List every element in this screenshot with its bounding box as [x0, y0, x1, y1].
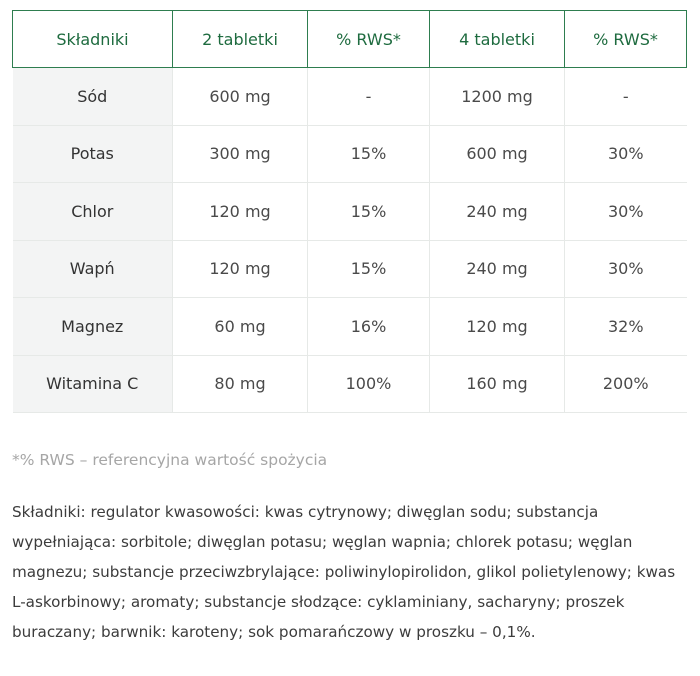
- cell-rws-2: 15%: [308, 183, 430, 241]
- cell-4-tablets: 120 mg: [430, 298, 565, 356]
- cell-2-tablets: 80 mg: [173, 355, 308, 413]
- cell-rws-4: -: [565, 68, 687, 126]
- cell-2-tablets: 600 mg: [173, 68, 308, 126]
- row-label: Witamina C: [13, 355, 173, 413]
- cell-4-tablets: 240 mg: [430, 183, 565, 241]
- cell-rws-2: 15%: [308, 240, 430, 298]
- cell-4-tablets: 160 mg: [430, 355, 565, 413]
- cell-rws-4: 30%: [565, 183, 687, 241]
- cell-2-tablets: 120 mg: [173, 183, 308, 241]
- cell-rws-2: 16%: [308, 298, 430, 356]
- cell-rws-4: 200%: [565, 355, 687, 413]
- cell-4-tablets: 600 mg: [430, 125, 565, 183]
- table-row: [13, 298, 687, 356]
- row-label: Wapń: [13, 240, 173, 298]
- cell-rws-4: 32%: [565, 298, 687, 356]
- header-rws-4: % RWS*: [565, 11, 687, 68]
- row-label: Sód: [13, 68, 173, 126]
- cell-rws-2: 100%: [308, 355, 430, 413]
- table-header-row: [13, 11, 687, 68]
- header-ingredients: Składniki: [13, 11, 173, 68]
- row-label: Chlor: [13, 183, 173, 241]
- cell-rws-2: 15%: [308, 125, 430, 183]
- header-rws-2: % RWS*: [308, 11, 430, 68]
- cell-rws-4: 30%: [565, 240, 687, 298]
- table-row: [13, 240, 687, 298]
- header-2-tablets: 2 tabletki: [173, 11, 308, 68]
- cell-4-tablets: 1200 mg: [430, 68, 565, 126]
- nutrition-table: [12, 10, 687, 413]
- row-label: Potas: [13, 125, 173, 183]
- cell-2-tablets: 60 mg: [173, 298, 308, 356]
- rws-footnote: *% RWS – referencyjna wartość spożycia: [12, 451, 328, 469]
- table-row: [13, 68, 687, 126]
- table-row: [13, 183, 687, 241]
- row-label: Magnez: [13, 298, 173, 356]
- table-row: [13, 125, 687, 183]
- header-4-tablets: 4 tabletki: [430, 11, 565, 68]
- cell-2-tablets: 120 mg: [173, 240, 308, 298]
- ingredients-paragraph: Składniki: regulator kwasowości: kwas cytrynowy; diwęglan sodu; substancja wypełniająca: sorbitole; diwęglan potasu; węglan wapnia; chlorek potasu; węglan magnezu; substancje przeciwzbrylające: poliwinylopirolidon, glikol polietylenowy; kwas L-askorbinowy; aromaty; substancje słodzące: cyklaminiany, sacharyny; proszek buraczany; barwnik: karoteny; sok pomarańczowy w proszku – 0,1%.: [12, 503, 676, 641]
- cell-rws-4: 30%: [565, 125, 687, 183]
- table-row: [13, 355, 687, 413]
- cell-4-tablets: 240 mg: [430, 240, 565, 298]
- cell-2-tablets: 300 mg: [173, 125, 308, 183]
- cell-rws-2: -: [308, 68, 430, 126]
